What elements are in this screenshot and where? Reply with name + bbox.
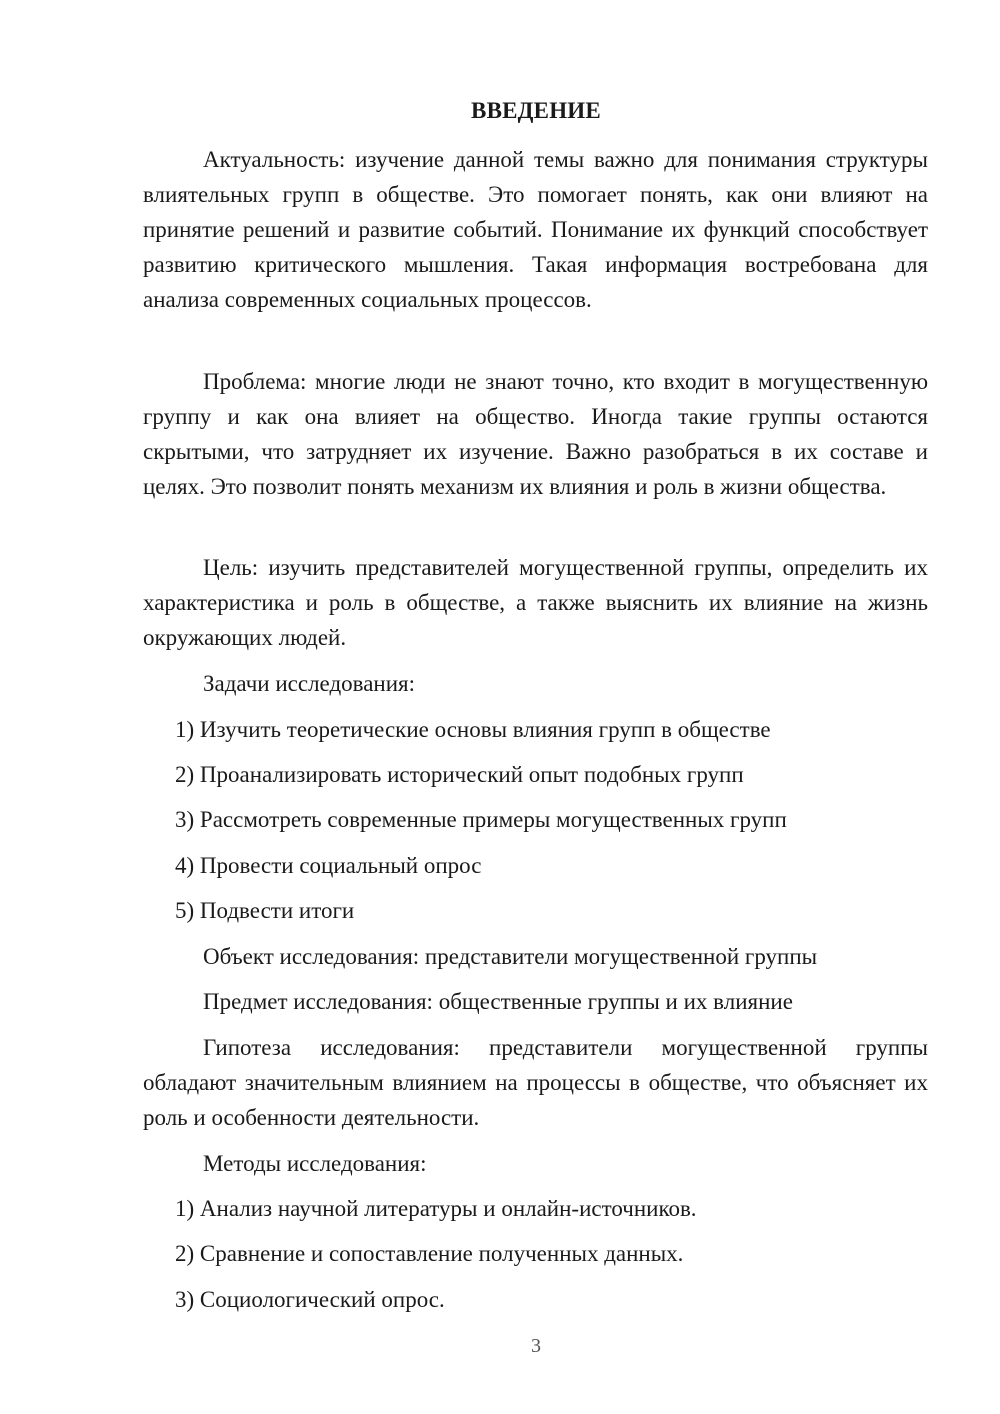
task-item: 1) Изучить теоретические основы влияния групп в обществе [175,717,771,742]
research-subject: Предмет исследования: общественные группы и их влияние [203,989,793,1014]
section-heading: ВВЕДЕНИЕ [471,98,601,123]
tasks-title: Задачи исследования: [203,671,416,696]
problem-paragraph: Проблема: многие люди не знают точно, кто входит в могущественную группу и как она влияет на общество. Иногда такие группы остаются скрытыми, что затрудняет их изучение. Важно разобраться в их составе и целях. Это позволит понять механизм их влияния и роль в жизни общества. [143,369,928,499]
hypothesis-paragraph: Гипотеза исследования: представители могущественной группы обладают значительным влиянием на процессы в обществе, что объясняет их роль и особенности деятельности. [143,1035,928,1130]
goal-paragraph: Цель: изучить представителей могущественной группы, определить их характеристика и роль в обществе, а также выяснить их влияние на жизнь окружающих людей. [143,555,928,650]
method-item: 1) Анализ научной литературы и онлайн-источников. [175,1196,697,1221]
method-item: 2) Сравнение и сопоставление полученных данных. [175,1241,684,1266]
methods-title: Методы исследования: [203,1151,427,1176]
task-item: 3) Рассмотреть современные примеры могущественных групп [175,807,787,832]
relevance-paragraph: Актуальность: изучение данной темы важно для понимания структуры влиятельных групп в обществе. Это помогает понять, как они влияют на принятие решений и развитие событий. Понимание их функций способствует развитию критического мышления. Такая информация востребована для анализа современных социальных процессов. [143,147,928,312]
task-item: 4) Провести социальный опрос [175,853,482,878]
task-item: 2) Проанализировать исторический опыт подобных групп [175,762,744,787]
method-item: 3) Социологический опрос. [175,1287,445,1312]
task-item: 5) Подвести итоги [175,898,355,923]
page-number: 3 [531,1335,541,1357]
research-object: Объект исследования: представители могущественной группы [203,944,818,969]
